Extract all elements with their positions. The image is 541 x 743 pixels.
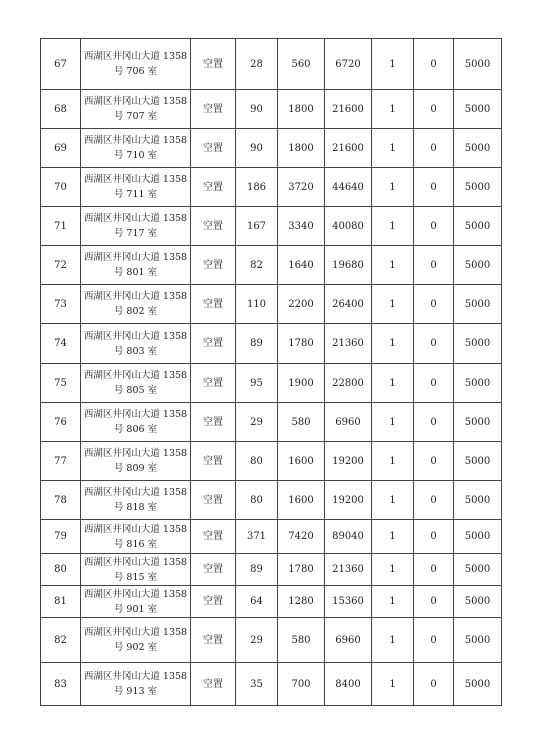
status-cell: 空置	[191, 481, 236, 520]
value-cell-1: 1900	[278, 364, 325, 403]
value-cell-2: 21600	[325, 90, 372, 129]
address-line-2: 号 707 室	[113, 111, 158, 122]
value-cell-2: 19200	[325, 481, 372, 520]
area-cell: 64	[236, 586, 278, 618]
row-number: 80	[41, 554, 81, 586]
area-cell: 29	[236, 618, 278, 663]
address-cell	[81, 207, 191, 246]
value-cell-1: 1600	[278, 442, 325, 481]
address-line-1: 西湖区井冈山大道 1358	[83, 96, 188, 107]
value-cell-1: 3720	[278, 168, 325, 207]
address-cell	[81, 285, 191, 324]
value-cell-3: 1	[372, 364, 414, 403]
address-cell	[81, 324, 191, 364]
value-cell-4: 0	[414, 618, 454, 663]
value-cell-4: 0	[414, 39, 454, 90]
table-row	[41, 364, 502, 403]
value-cell-3: 1	[372, 520, 414, 554]
address-line-1: 西湖区井冈山大道 1358	[83, 135, 188, 146]
value-cell-5: 5000	[454, 520, 502, 554]
table-row	[41, 663, 502, 706]
row-number: 77	[41, 442, 81, 481]
value-cell-5: 5000	[454, 285, 502, 324]
status-cell: 空置	[191, 324, 236, 364]
status-cell: 空置	[191, 586, 236, 618]
value-cell-5: 5000	[454, 618, 502, 663]
value-cell-4: 0	[414, 285, 454, 324]
address-cell	[81, 39, 191, 90]
value-cell-2: 19200	[325, 442, 372, 481]
address-cell	[81, 554, 191, 586]
area-cell: 28	[236, 39, 278, 90]
value-cell-1: 1800	[278, 129, 325, 168]
value-cell-3: 1	[372, 442, 414, 481]
value-cell-1: 1280	[278, 586, 325, 618]
status-cell: 空置	[191, 168, 236, 207]
value-cell-3: 1	[372, 403, 414, 442]
table-row	[41, 207, 502, 246]
address-line-1: 西湖区井冈山大道 1358	[83, 627, 188, 638]
value-cell-5: 5000	[454, 90, 502, 129]
row-number: 78	[41, 481, 81, 520]
table-row	[41, 324, 502, 364]
address-cell	[81, 442, 191, 481]
value-cell-2: 22800	[325, 364, 372, 403]
value-cell-4: 0	[414, 324, 454, 364]
value-cell-4: 0	[414, 520, 454, 554]
area-cell: 90	[236, 129, 278, 168]
value-cell-3: 1	[372, 246, 414, 285]
area-cell: 89	[236, 324, 278, 364]
row-number: 71	[41, 207, 81, 246]
value-cell-2: 89040	[325, 520, 372, 554]
row-number: 74	[41, 324, 81, 364]
row-number: 75	[41, 364, 81, 403]
address-line-2: 号 902 室	[113, 642, 158, 653]
value-cell-5: 5000	[454, 324, 502, 364]
value-cell-2: 19680	[325, 246, 372, 285]
address-line-1: 西湖区井冈山大道 1358	[83, 370, 188, 381]
address-line-2: 号 815 室	[113, 571, 158, 583]
value-cell-2: 6720	[325, 39, 372, 90]
address-cell	[81, 246, 191, 285]
table-row	[41, 246, 502, 285]
area-cell: 35	[236, 663, 278, 706]
address-line-1: 西湖区井冈山大道 1358	[83, 588, 188, 600]
value-cell-3: 1	[372, 39, 414, 90]
value-cell-1: 1600	[278, 481, 325, 520]
address-cell	[81, 129, 191, 168]
address-cell	[81, 520, 191, 554]
value-cell-4: 0	[414, 246, 454, 285]
row-number: 70	[41, 168, 81, 207]
row-number: 79	[41, 520, 81, 554]
table-row	[41, 520, 502, 554]
area-cell: 89	[236, 554, 278, 586]
value-cell-5: 5000	[454, 554, 502, 586]
value-cell-5: 5000	[454, 663, 502, 706]
address-line-2: 号 805 室	[113, 385, 158, 396]
value-cell-4: 0	[414, 129, 454, 168]
value-cell-3: 1	[372, 663, 414, 706]
value-cell-3: 1	[372, 129, 414, 168]
address-line-2: 号 901 室	[113, 603, 158, 615]
table-row	[41, 168, 502, 207]
status-cell: 空置	[191, 90, 236, 129]
value-cell-1: 1800	[278, 90, 325, 129]
address-line-1: 西湖区井冈山大道 1358	[83, 487, 188, 498]
address-line-1: 西湖区井冈山大道 1358	[83, 51, 188, 62]
value-cell-4: 0	[414, 663, 454, 706]
value-cell-4: 0	[414, 364, 454, 403]
value-cell-2: 6960	[325, 403, 372, 442]
address-line-2: 号 801 室	[113, 267, 158, 278]
value-cell-5: 5000	[454, 168, 502, 207]
table-row	[41, 39, 502, 90]
row-number: 67	[41, 39, 81, 90]
address-cell	[81, 663, 191, 706]
value-cell-2: 8400	[325, 663, 372, 706]
table-row	[41, 442, 502, 481]
value-cell-4: 0	[414, 554, 454, 586]
value-cell-3: 1	[372, 207, 414, 246]
address-line-1: 西湖区井冈山大道 1358	[83, 213, 188, 224]
value-cell-1: 580	[278, 618, 325, 663]
table-body	[41, 39, 502, 706]
table-row	[41, 618, 502, 663]
value-cell-3: 1	[372, 285, 414, 324]
value-cell-1: 2200	[278, 285, 325, 324]
address-cell	[81, 586, 191, 618]
area-cell: 371	[236, 520, 278, 554]
value-cell-5: 5000	[454, 207, 502, 246]
status-cell: 空置	[191, 246, 236, 285]
area-cell: 80	[236, 442, 278, 481]
value-cell-5: 5000	[454, 442, 502, 481]
address-line-2: 号 706 室	[113, 66, 158, 77]
value-cell-2: 26400	[325, 285, 372, 324]
row-number: 68	[41, 90, 81, 129]
address-cell	[81, 403, 191, 442]
value-cell-3: 1	[372, 168, 414, 207]
address-line-1: 西湖区井冈山大道 1358	[83, 330, 188, 342]
value-cell-1: 3340	[278, 207, 325, 246]
status-cell: 空置	[191, 618, 236, 663]
value-cell-4: 0	[414, 90, 454, 129]
value-cell-5: 5000	[454, 481, 502, 520]
value-cell-5: 5000	[454, 129, 502, 168]
value-cell-4: 0	[414, 442, 454, 481]
address-cell	[81, 168, 191, 207]
value-cell-3: 1	[372, 586, 414, 618]
value-cell-1: 700	[278, 663, 325, 706]
value-cell-1: 1780	[278, 554, 325, 586]
area-cell: 29	[236, 403, 278, 442]
status-cell: 空置	[191, 663, 236, 706]
value-cell-5: 5000	[454, 364, 502, 403]
value-cell-5: 5000	[454, 39, 502, 90]
address-line-1: 西湖区井冈山大道 1358	[83, 556, 188, 568]
address-line-1: 西湖区井冈山大道 1358	[83, 409, 188, 420]
value-cell-5: 5000	[454, 246, 502, 285]
address-line-2: 号 803 室	[113, 345, 158, 357]
value-cell-1: 1640	[278, 246, 325, 285]
address-line-1: 西湖区井冈山大道 1358	[83, 671, 188, 682]
value-cell-1: 7420	[278, 520, 325, 554]
value-cell-5: 5000	[454, 586, 502, 618]
value-cell-2: 6960	[325, 618, 372, 663]
row-number: 82	[41, 618, 81, 663]
address-line-1: 西湖区井冈山大道 1358	[83, 291, 188, 302]
address-line-1: 西湖区井冈山大道 1358	[83, 252, 188, 263]
property-table	[40, 38, 502, 706]
value-cell-3: 1	[372, 324, 414, 364]
status-cell: 空置	[191, 520, 236, 554]
status-cell: 空置	[191, 554, 236, 586]
area-cell: 80	[236, 481, 278, 520]
address-line-2: 号 913 室	[113, 686, 158, 697]
address-line-2: 号 818 室	[113, 502, 158, 513]
row-number: 76	[41, 403, 81, 442]
address-line-1: 西湖区井冈山大道 1358	[83, 448, 188, 459]
table-row	[41, 554, 502, 586]
value-cell-1: 1780	[278, 324, 325, 364]
area-cell: 82	[236, 246, 278, 285]
row-number: 69	[41, 129, 81, 168]
value-cell-2: 15360	[325, 586, 372, 618]
area-cell: 95	[236, 364, 278, 403]
value-cell-4: 0	[414, 481, 454, 520]
address-line-2: 号 717 室	[113, 228, 158, 239]
table-row	[41, 129, 502, 168]
address-line-1: 西湖区井冈山大道 1358	[83, 174, 188, 185]
status-cell: 空置	[191, 285, 236, 324]
value-cell-3: 1	[372, 90, 414, 129]
address-cell	[81, 481, 191, 520]
value-cell-3: 1	[372, 618, 414, 663]
area-cell: 167	[236, 207, 278, 246]
area-cell: 186	[236, 168, 278, 207]
status-cell: 空置	[191, 403, 236, 442]
address-line-1: 西湖区井冈山大道 1358	[83, 523, 188, 535]
address-line-2: 号 806 室	[113, 424, 158, 435]
address-cell	[81, 90, 191, 129]
status-cell: 空置	[191, 129, 236, 168]
status-cell: 空置	[191, 364, 236, 403]
value-cell-1: 580	[278, 403, 325, 442]
value-cell-4: 0	[414, 207, 454, 246]
table-row	[41, 403, 502, 442]
value-cell-4: 0	[414, 168, 454, 207]
value-cell-5: 5000	[454, 403, 502, 442]
value-cell-2: 40080	[325, 207, 372, 246]
value-cell-3: 1	[372, 554, 414, 586]
value-cell-2: 44640	[325, 168, 372, 207]
address-line-2: 号 802 室	[113, 306, 158, 317]
value-cell-3: 1	[372, 481, 414, 520]
address-line-2: 号 809 室	[113, 463, 158, 474]
value-cell-4: 0	[414, 403, 454, 442]
area-cell: 110	[236, 285, 278, 324]
address-line-2: 号 816 室	[113, 538, 158, 550]
row-number: 81	[41, 586, 81, 618]
address-line-2: 号 711 室	[113, 189, 158, 200]
row-number: 83	[41, 663, 81, 706]
value-cell-1: 560	[278, 39, 325, 90]
value-cell-2: 21360	[325, 554, 372, 586]
row-number: 72	[41, 246, 81, 285]
value-cell-4: 0	[414, 586, 454, 618]
status-cell: 空置	[191, 39, 236, 90]
address-line-2: 号 710 室	[113, 150, 158, 161]
value-cell-2: 21360	[325, 324, 372, 364]
area-cell: 90	[236, 90, 278, 129]
value-cell-2: 21600	[325, 129, 372, 168]
address-cell	[81, 618, 191, 663]
status-cell: 空置	[191, 442, 236, 481]
table-row	[41, 481, 502, 520]
status-cell: 空置	[191, 207, 236, 246]
row-number: 73	[41, 285, 81, 324]
table-row	[41, 285, 502, 324]
table-row	[41, 90, 502, 129]
table-row	[41, 586, 502, 618]
address-cell	[81, 364, 191, 403]
